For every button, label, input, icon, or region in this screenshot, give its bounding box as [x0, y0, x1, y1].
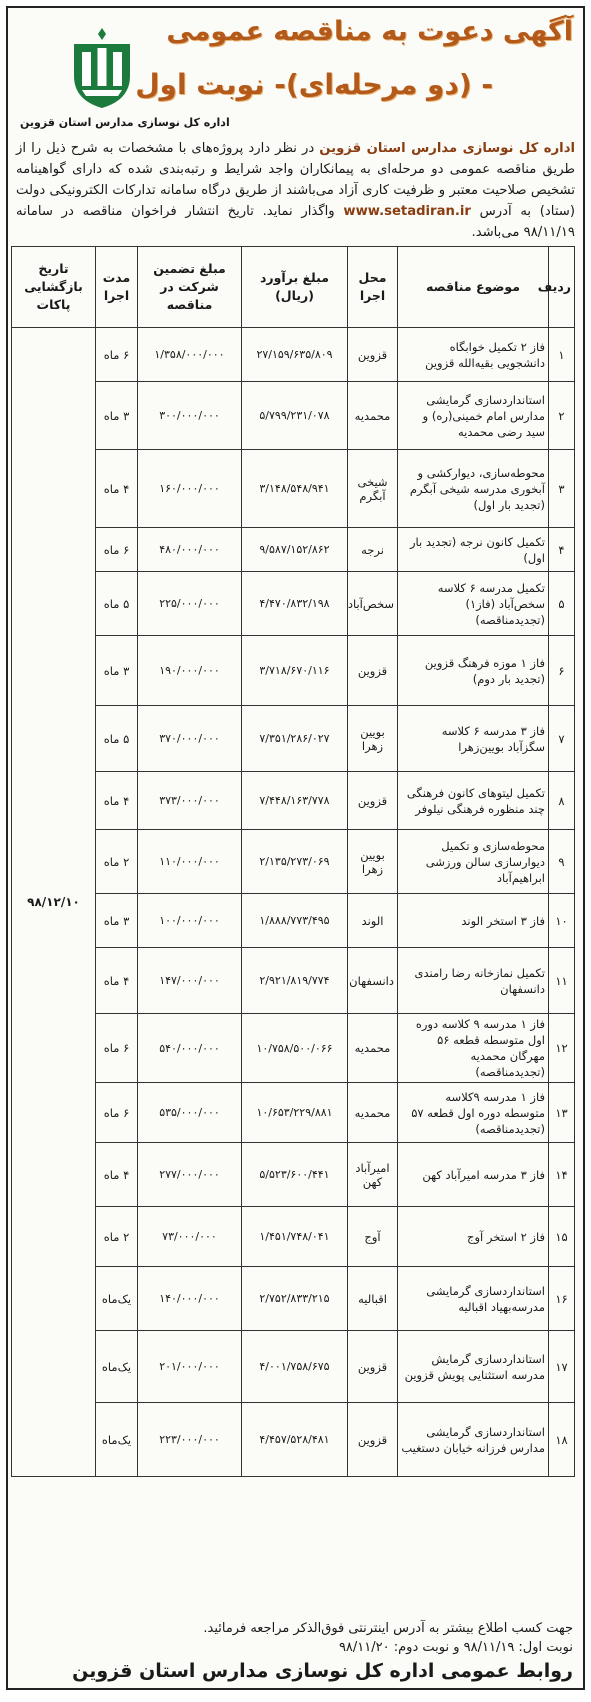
cell-row-number: ۶ — [549, 636, 575, 706]
cell-guarantee: ۳۰۰/۰۰۰/۰۰۰ — [138, 382, 242, 450]
cell-subject: استانداردسازی گرمایشی مدرسه‌بهیاد اقبالیه — [398, 1267, 549, 1331]
cell-duration: ۳ ماه — [96, 894, 138, 948]
cell-row-number: ۳ — [549, 450, 575, 528]
footer-signature: روابط عمومی اداره کل نوسازی مدارس استان قزوین — [72, 1660, 573, 1682]
cell-guarantee: ۵۴۰/۰۰۰/۰۰۰ — [138, 1014, 242, 1083]
cell-row-number: ۱۱ — [549, 948, 575, 1014]
cell-row-number: ۱۶ — [549, 1267, 575, 1331]
cell-estimate: ۵/۵۲۳/۶۰۰/۴۴۱ — [242, 1143, 348, 1207]
cell-estimate: ۴/۴۷۰/۸۳۲/۱۹۸ — [242, 572, 348, 636]
cell-guarantee: ۴۸۰/۰۰۰/۰۰۰ — [138, 528, 242, 572]
advertisement-page — [6, 6, 585, 1690]
tenders-table-body — [12, 328, 575, 1477]
footer-notes — [18, 1619, 573, 1657]
cell-guarantee: ۷۳/۰۰۰/۰۰۰ — [138, 1207, 242, 1267]
cell-estimate: ۲۷/۱۵۹/۶۳۵/۸۰۹ — [242, 328, 348, 382]
cell-subject: فاز ۱ مدرسه ۹ کلاسه دوره اول متوسطه قطعه ۵۶ مهرگان محمدیه (تجدیدمناقصه) — [398, 1014, 549, 1083]
logo-caption: اداره کل نوسازی مدارس استان قزوین — [20, 116, 230, 129]
cell-location: قزوین — [348, 636, 398, 706]
cell-subject: فاز ۳ استخر الوند — [398, 894, 549, 948]
cell-subject: فاز ۱ موزه فرهنگ قزوین (تجدید بار دوم) — [398, 636, 549, 706]
footer-info-line: جهت کسب اطلاع بیشتر به آدرس اینترنتی فوق‌الذکر مراجعه فرمائید. — [203, 1621, 573, 1636]
cell-subject: تکمیل نمازخانه رضا رامندی دانسفهان — [398, 948, 549, 1014]
table-row — [12, 572, 575, 636]
cell-row-number: ۱۵ — [549, 1207, 575, 1267]
cell-estimate: ۲/۱۳۵/۲۷۳/۰۶۹ — [242, 830, 348, 894]
table-row — [12, 382, 575, 450]
cell-row-number: ۱۴ — [549, 1143, 575, 1207]
cell-estimate: ۲/۹۲۱/۸۱۹/۷۷۴ — [242, 948, 348, 1014]
intro-website: www.setadiran.ir — [343, 204, 471, 219]
emblem-icon — [62, 24, 142, 112]
table-row — [12, 528, 575, 572]
cell-subject: تکمیل لیتوهای کانون فرهنگی چند منظوره فرهنگی نیلوفر — [398, 772, 549, 830]
header-duration: مدت اجرا — [96, 247, 138, 328]
cell-duration: ۳ ماه — [96, 636, 138, 706]
cell-duration: یک‌ماه — [96, 1267, 138, 1331]
cell-subject: تکمیل کانون نرجه (تجدید بار اول) — [398, 528, 549, 572]
cell-row-number: ۱۰ — [549, 894, 575, 948]
cell-subject: فاز ۳ مدرسه امیرآباد کهن — [398, 1143, 549, 1207]
cell-location: محمدیه — [348, 382, 398, 450]
cell-estimate: ۱۰/۷۵۸/۵۰۰/۰۶۶ — [242, 1014, 348, 1083]
intro-text-a: در نظر دارد پروژه‌های با مشخصات به شرح ذیل را از طریق مناقصه عمومی دو مرحله‌ای به پیمانکاران واجد شرایط و رتبه‌بندی شده که دارای گواهینامه تشخیص صلاحیت معتبر و ظرفیت کاری آزاد می‌باشند از طریق درگاه سامانه تدارکات الکترونیکی دولت (ستاد) به آدرس — [16, 141, 576, 219]
table-row — [12, 1267, 575, 1331]
cell-duration: ۶ ماه — [96, 528, 138, 572]
cell-guarantee: ۳۷۰/۰۰۰/۰۰۰ — [138, 706, 242, 772]
cell-subject: تکمیل مدرسه ۶ کلاسه سخص‌آباد (فاز۱) (تجدیدمناقصه) — [398, 572, 549, 636]
cell-row-number: ۱۳ — [549, 1083, 575, 1143]
cell-subject: محوطه‌سازی، دیوارکشی و آبخوری مدرسه شیخی آبگرم (تجدید بار اول) — [398, 450, 549, 528]
cell-guarantee: ۲۲۵/۰۰۰/۰۰۰ — [138, 572, 242, 636]
cell-duration: ۵ ماه — [96, 706, 138, 772]
cell-location: بویین زهرا — [348, 830, 398, 894]
cell-location: امیرآباد کهن — [348, 1143, 398, 1207]
table-row — [12, 450, 575, 528]
cell-row-number: ۱۷ — [549, 1331, 575, 1403]
cell-duration: ۶ ماه — [96, 1014, 138, 1083]
cell-row-number: ۷ — [549, 706, 575, 772]
intro-paragraph — [16, 138, 575, 243]
cell-duration: ۴ ماه — [96, 948, 138, 1014]
cell-estimate: ۵/۷۹۹/۲۳۱/۰۷۸ — [242, 382, 348, 450]
cell-location: قزوین — [348, 1403, 398, 1477]
cell-duration: ۴ ماه — [96, 1143, 138, 1207]
cell-subject: فاز ۱ مدرسه ۹کلاسه متوسطه دوره اول قطعه ۵۷ (تجدیدمناقصه) — [398, 1083, 549, 1143]
cell-row-number: ۱۸ — [549, 1403, 575, 1477]
footer-publish-dates: نوبت اول: ۹۸/۱۱/۱۹ و نوبت دوم: ۹۸/۱۱/۲۰ — [338, 1640, 573, 1655]
cell-estimate: ۲/۷۵۲/۸۳۳/۲۱۵ — [242, 1267, 348, 1331]
cell-location: قزوین — [348, 328, 398, 382]
cell-location: قزوین — [348, 1331, 398, 1403]
cell-duration: ۴ ماه — [96, 450, 138, 528]
header — [8, 8, 583, 158]
table-row — [12, 1083, 575, 1143]
header-opening-date: تاریخ بازگشایی پاکات — [12, 247, 96, 328]
cell-location: محمدیه — [348, 1083, 398, 1143]
cell-subject: استانداردسازی گرمایش مدرسه استثنایی پویش قزوین — [398, 1331, 549, 1403]
cell-duration: یک‌ماه — [96, 1331, 138, 1403]
cell-duration: ۳ ماه — [96, 382, 138, 450]
cell-duration: ۶ ماه — [96, 328, 138, 382]
cell-guarantee: ۱/۳۵۸/۰۰۰/۰۰۰ — [138, 328, 242, 382]
table-row — [12, 894, 575, 948]
header-location: محل اجرا — [348, 247, 398, 328]
cell-guarantee: ۵۳۵/۰۰۰/۰۰۰ — [138, 1083, 242, 1143]
cell-row-number: ۱۲ — [549, 1014, 575, 1083]
cell-duration: یک‌ماه — [96, 1403, 138, 1477]
cell-estimate: ۱/۴۵۱/۷۴۸/۰۴۱ — [242, 1207, 348, 1267]
cell-estimate: ۹/۵۸۷/۱۵۲/۸۶۲ — [242, 528, 348, 572]
cell-subject: استانداردسازی گرمایشی مدارس فرزانه خیابان دستغیب — [398, 1403, 549, 1477]
cell-location: قزوین — [348, 772, 398, 830]
cell-duration: ۵ ماه — [96, 572, 138, 636]
cell-row-number: ۲ — [549, 382, 575, 450]
table-row — [12, 636, 575, 706]
cell-location: اقبالیه — [348, 1267, 398, 1331]
cell-estimate: ۷/۳۵۱/۲۸۶/۰۲۷ — [242, 706, 348, 772]
table-row — [12, 1207, 575, 1267]
table-row — [12, 948, 575, 1014]
title-line-2: - (دو مرحله‌ای)- نوبت اول — [135, 68, 493, 101]
cell-guarantee: ۱۶۰/۰۰۰/۰۰۰ — [138, 450, 242, 528]
cell-guarantee: ۲۰۱/۰۰۰/۰۰۰ — [138, 1331, 242, 1403]
cell-duration: ۶ ماه — [96, 1083, 138, 1143]
cell-subject: فاز ۳ مدرسه ۶ کلاسه سگزآباد بویین‌زهرا — [398, 706, 549, 772]
cell-location: شیخی آبگرم — [348, 450, 398, 528]
cell-duration: ۴ ماه — [96, 772, 138, 830]
table-row — [12, 706, 575, 772]
cell-subject: محوطه‌سازی و تکمیل دیوارسازی سالن ورزشی ابراهیم‌آباد — [398, 830, 549, 894]
intro-org-name: اداره کل نوسازی مدارس استان قزوین — [319, 141, 575, 156]
cell-duration: ۲ ماه — [96, 830, 138, 894]
cell-location: بویین زهرا — [348, 706, 398, 772]
header-guarantee: مبلغ تضمین شرکت در مناقصه — [138, 247, 242, 328]
cell-guarantee: ۳۷۳/۰۰۰/۰۰۰ — [138, 772, 242, 830]
cell-location: دانسفهان — [348, 948, 398, 1014]
cell-location: محمدیه — [348, 1014, 398, 1083]
cell-estimate: ۱۰/۶۵۳/۲۲۹/۸۸۱ — [242, 1083, 348, 1143]
cell-row-number: ۹ — [549, 830, 575, 894]
table-row — [12, 1014, 575, 1083]
cell-row-number: ۵ — [549, 572, 575, 636]
header-subject: موضوع مناقصه — [398, 247, 549, 328]
cell-duration: ۲ ماه — [96, 1207, 138, 1267]
cell-row-number: ۱ — [549, 328, 575, 382]
cell-guarantee: ۱۱۰/۰۰۰/۰۰۰ — [138, 830, 242, 894]
cell-guarantee: ۲۷۷/۰۰۰/۰۰۰ — [138, 1143, 242, 1207]
cell-opening-date: ۹۸/۱۲/۱۰ — [12, 328, 96, 1477]
table-header-row — [12, 247, 575, 328]
cell-location: الوند — [348, 894, 398, 948]
cell-location: سخص‌آباد — [348, 572, 398, 636]
cell-estimate: ۳/۱۴۸/۵۴۸/۹۴۱ — [242, 450, 348, 528]
cell-estimate: ۱/۸۸۸/۷۷۳/۴۹۵ — [242, 894, 348, 948]
cell-guarantee: ۱۴۰/۰۰۰/۰۰۰ — [138, 1267, 242, 1331]
table-row — [12, 1403, 575, 1477]
table-row — [12, 772, 575, 830]
cell-subject: فاز ۲ استخر آوج — [398, 1207, 549, 1267]
cell-estimate: ۷/۴۴۸/۱۶۳/۷۷۸ — [242, 772, 348, 830]
cell-subject: استانداردسازی گرمایشی مدارس امام خمینی(ره) و سید رضی محمدیه — [398, 382, 549, 450]
cell-estimate: ۴/۴۵۷/۵۲۸/۴۸۱ — [242, 1403, 348, 1477]
header-row-number: ردیف — [549, 247, 575, 328]
cell-guarantee: ۲۲۳/۰۰۰/۰۰۰ — [138, 1403, 242, 1477]
cell-estimate: ۴/۰۰۱/۷۵۸/۶۷۵ — [242, 1331, 348, 1403]
cell-location: آوج — [348, 1207, 398, 1267]
table-row — [12, 1331, 575, 1403]
title-line-1: آگهی دعوت به مناقصه عمومی — [166, 16, 573, 47]
cell-row-number: ۴ — [549, 528, 575, 572]
cell-location: نرجه — [348, 528, 398, 572]
cell-row-number: ۸ — [549, 772, 575, 830]
cell-guarantee: ۱۴۷/۰۰۰/۰۰۰ — [138, 948, 242, 1014]
tenders-table — [11, 246, 575, 1477]
cell-guarantee: ۱۹۰/۰۰۰/۰۰۰ — [138, 636, 242, 706]
cell-estimate: ۳/۷۱۸/۶۷۰/۱۱۶ — [242, 636, 348, 706]
cell-guarantee: ۱۰۰/۰۰۰/۰۰۰ — [138, 894, 242, 948]
cell-subject: فاز ۲ تکمیل خوابگاه دانشجویی بقیه‌الله قزوین — [398, 328, 549, 382]
intro-text-b: واگذار نماید. تاریخ انتشار فراخوان مناقصه در سامانه ۹۸/۱۱/۱۹ می‌باشد. — [16, 204, 575, 240]
table-row — [12, 328, 575, 382]
header-estimate: مبلغ برآورد (ریال) — [242, 247, 348, 328]
table-row — [12, 1143, 575, 1207]
table-row — [12, 830, 575, 894]
